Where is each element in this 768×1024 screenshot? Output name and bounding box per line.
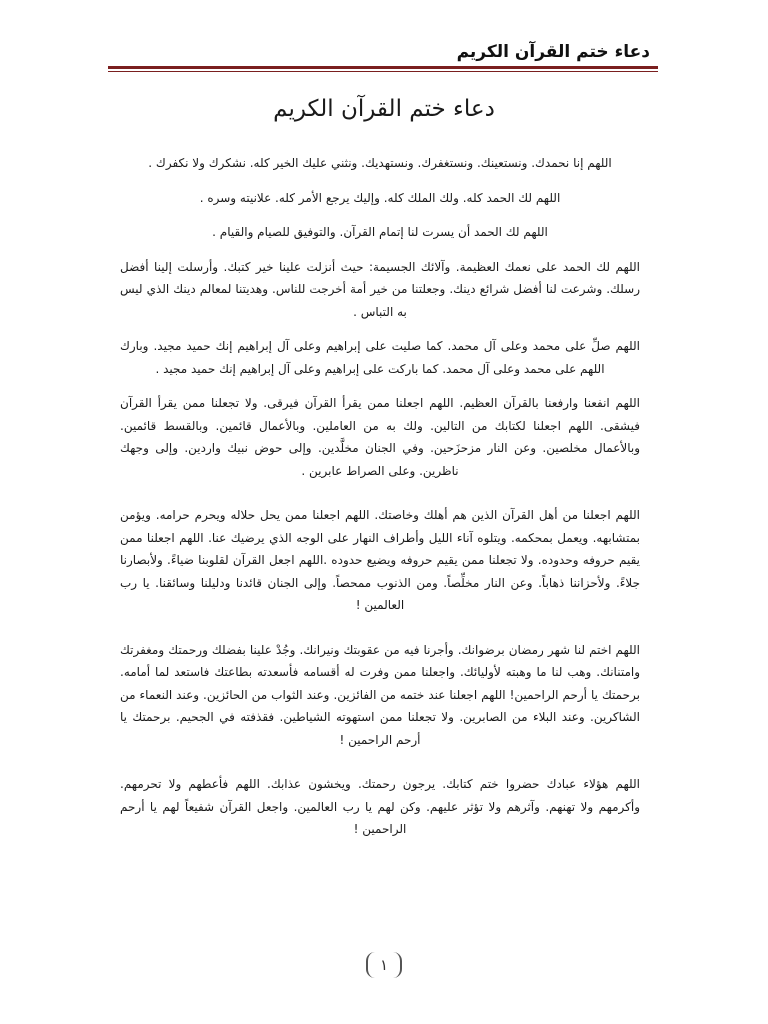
header-rule-thick xyxy=(108,66,658,69)
paragraph-people-of-quran: اللهم اجعلنا من أهل القرآن الذين هم أهلك وخاصتك. اللهم اجعلنا ممن يحل حلاله ويحرم حرامه. ويؤمن بمتشابهه. ويعمل بمحكمه. ويتلوه آناء الليل وأطراف النهار على الوجه الذي يرضيك عنا. اللهم اجعلنا ممن يقيم حروفه وحدوده. ولا تجعلنا ممن يقيم حروفه ويضيع حدوده .اللهم اجعل القرآن لقلوبنا ضياءً. ولأبصارنا جلاءً. ولأحزاننا ذهاباً. وعن النار مخلِّصاً. ومن الذنوب ممحصاً. وإلى الجنان قائدنا ودليلنا وسائقنا. يا رب العالمين ! xyxy=(120,508,640,612)
header-rule-thin xyxy=(108,71,658,72)
paragraph-praise-opening: اللهم إنا نحمدك. ونستعينك. ونستغفرك. ونستهديك. ونثني عليك الخير كله. نشكرك ولا نكفرك . xyxy=(148,156,612,170)
paragraph-praise-blessings: اللهم لك الحمد على نعمك العظيمة. وآلائك الجسيمة: حيث أنزلت علينا خير كتبك. وأرسلت إلينا أفضل رسلك. وشرعت لنا أفضل شرائع دينك. وجعلتنا من خير أمة أخرجت للناس. وهديتنا لمعالم دينك الذي ليس به التباس . xyxy=(120,259,640,319)
document-title: دعاء ختم القرآن الكريم xyxy=(273,96,495,122)
paragraph-benefit-quran: اللهم انفعنا وارفعنا بالقرآن العظيم. اللهم اجعلنا ممن يقرأ القرآن فيرقى. ولا تجعلنا ممن يقرأ القرآن فيشقى. اللهم اجعلنا لكتابك من التالين. ولك به من العاملين. وبالأعمال قائمين. وبالقسط قائمين. وبالأعمال مخلصين. وعن النار مزحزَحين. وفي الجنان مخلَّدين. وإلى حوض نبيك واردين. وإلى وجهك ناظرين. وعلى الصراط عابرين . xyxy=(120,396,640,478)
page-number: ١ xyxy=(366,952,402,978)
page-footer xyxy=(0,952,768,978)
paragraph-servants: اللهم هؤلاء عبادك حضروا ختم كتابك. يرجون رحمتك. ويخشون عذابك. اللهم فأعطهم ولا تحرمهم. وأكرمهم ولا تهنهم. وآثرهم ولا تؤثر عليهم. وكن لهم يا رب العالمين. واجعل القرآن شفيعاً لهم يا أرحم الراحمين ! xyxy=(120,777,640,836)
paragraph-ramadan: اللهم اختم لنا شهر رمضان برضوانك. وأجرنا فيه من عقوبتك ونيرانك. وجُدْ علينا بفضلك ورحمتك ومغفرتك وامتنانك. وهب لنا ما وهبته لأوليائك. واجعلنا ممن وفرت له أقسامه فأسعدته بطاعتك فاستعد لما أمامه. برحمتك يا أرحم الراحمين! اللهم اجعلنا عند ختمه من الفائزين. وعند الثواب من الحائزين. وعند النعماء من الشاكرين. وعند البلاء من الصابرين. ولا تجعلنا ممن استهوته الشياطين. فقذفته في الجحيم. برحمتك يا أرحم الراحمين ! xyxy=(120,642,640,747)
paragraph-praise-all: اللهم لك الحمد كله. ولك الملك كله. وإليك يرجع الأمر كله. علانيته وسره . xyxy=(199,190,561,205)
paragraph-salawat: اللهم صلِّ على محمد وعلى آل محمد. كما صليت على إبراهيم وعلى آل إبراهيم إنك حميد مجيد. وبارك اللهم على محمد وعلى آل محمد. كما باركت على إبراهيم وعلى آل إبراهيم إنك حميد مجيد . xyxy=(120,339,640,376)
paragraph-praise-completion: اللهم لك الحمد أن يسرت لنا إتمام القرآن. والتوفيق للصيام والقيام . xyxy=(212,225,548,239)
prayer-text-body xyxy=(120,152,640,853)
header-title: دعاء ختم القرآن الكريم xyxy=(456,42,650,62)
